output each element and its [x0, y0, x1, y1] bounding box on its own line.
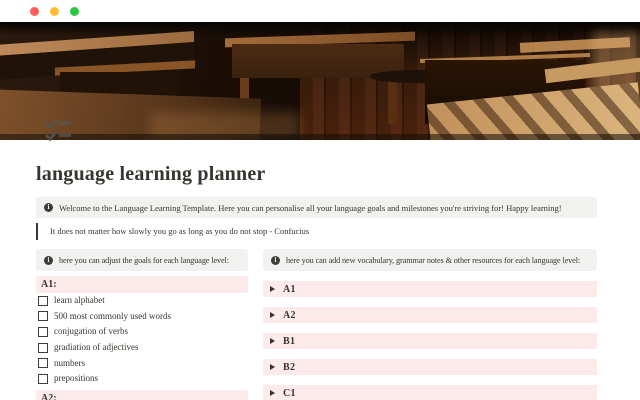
todo-item — [36, 340, 248, 356]
quote-block[interactable] — [36, 223, 597, 240]
goals-column — [36, 249, 248, 400]
triangle-right-icon[interactable] — [270, 338, 275, 344]
welcome-callout-text: Welcome to the Language Learning Template. Here you can personalise all your language goals and milestones you're striving for! Happy learning! — [59, 202, 562, 213]
toggle-label: B1 — [283, 335, 296, 347]
traffic-light-zoom-button[interactable] — [70, 7, 79, 16]
level-heading-a1[interactable]: A1: — [36, 276, 248, 293]
todo-checkbox[interactable] — [38, 343, 48, 353]
info-circle-icon — [271, 256, 280, 265]
todo-label: numbers — [54, 357, 85, 368]
toggle-b2[interactable] — [263, 359, 597, 375]
resources-callout[interactable] — [263, 249, 597, 271]
info-circle-icon — [44, 256, 53, 265]
todo-item — [36, 309, 248, 325]
resources-callout-text: here you can add new vocabulary, grammar notes & other resources for each language level: — [286, 255, 581, 265]
cover-desk-shape — [60, 72, 180, 94]
goals-callout[interactable] — [36, 249, 248, 271]
todo-label: prepositions — [54, 373, 98, 384]
toggle-a2[interactable] — [263, 307, 597, 323]
todo-checkbox[interactable] — [38, 296, 48, 306]
resources-column — [263, 249, 597, 400]
triangle-right-icon[interactable] — [270, 364, 275, 370]
cover-top-shadow — [0, 22, 640, 36]
todo-label: conjugation of verbs — [54, 326, 128, 337]
toggle-label: A1 — [283, 283, 296, 295]
triangle-right-icon[interactable] — [270, 312, 275, 318]
cover-image — [0, 22, 640, 140]
goals-callout-text: here you can adjust the goals for each language level: — [59, 255, 229, 265]
toggle-b1[interactable] — [263, 333, 597, 349]
todo-checkbox[interactable] — [38, 374, 48, 384]
toggle-a1[interactable] — [263, 281, 597, 297]
toggle-label: A2 — [283, 309, 296, 321]
toggle-label: B2 — [283, 361, 296, 373]
double-checklist-icon — [44, 119, 74, 143]
todo-checkbox[interactable] — [38, 327, 48, 337]
quote-text: It does not matter how slowly you go as long as you do not stop - Confucius — [50, 226, 310, 236]
info-circle-icon — [44, 203, 53, 212]
toggle-c1[interactable] — [263, 385, 597, 400]
welcome-callout[interactable] — [36, 197, 597, 218]
traffic-light-close-button[interactable] — [30, 7, 39, 16]
page-content — [0, 140, 640, 400]
todo-item — [36, 371, 248, 387]
page-title[interactable]: language learning planner — [36, 163, 266, 185]
page-icon[interactable] — [44, 119, 74, 143]
todo-checkbox[interactable] — [38, 311, 48, 321]
toggle-label: C1 — [283, 387, 296, 399]
todo-item — [36, 293, 248, 309]
triangle-right-icon[interactable] — [270, 390, 275, 396]
level-heading-a2[interactable]: A2: — [36, 390, 248, 400]
todo-item — [36, 324, 248, 340]
triangle-right-icon[interactable] — [270, 286, 275, 292]
window-titlebar — [0, 0, 640, 22]
traffic-light-minimize-button[interactable] — [50, 7, 59, 16]
todo-label: 500 most commonly used words — [54, 310, 171, 321]
todo-item — [36, 355, 248, 371]
todo-label: learn alphabet — [54, 295, 105, 306]
cover-desk-leg — [388, 78, 397, 124]
todo-label: gradiation of adjectives — [54, 342, 139, 353]
todo-checkbox[interactable] — [38, 358, 48, 368]
two-column-layout — [36, 249, 597, 400]
